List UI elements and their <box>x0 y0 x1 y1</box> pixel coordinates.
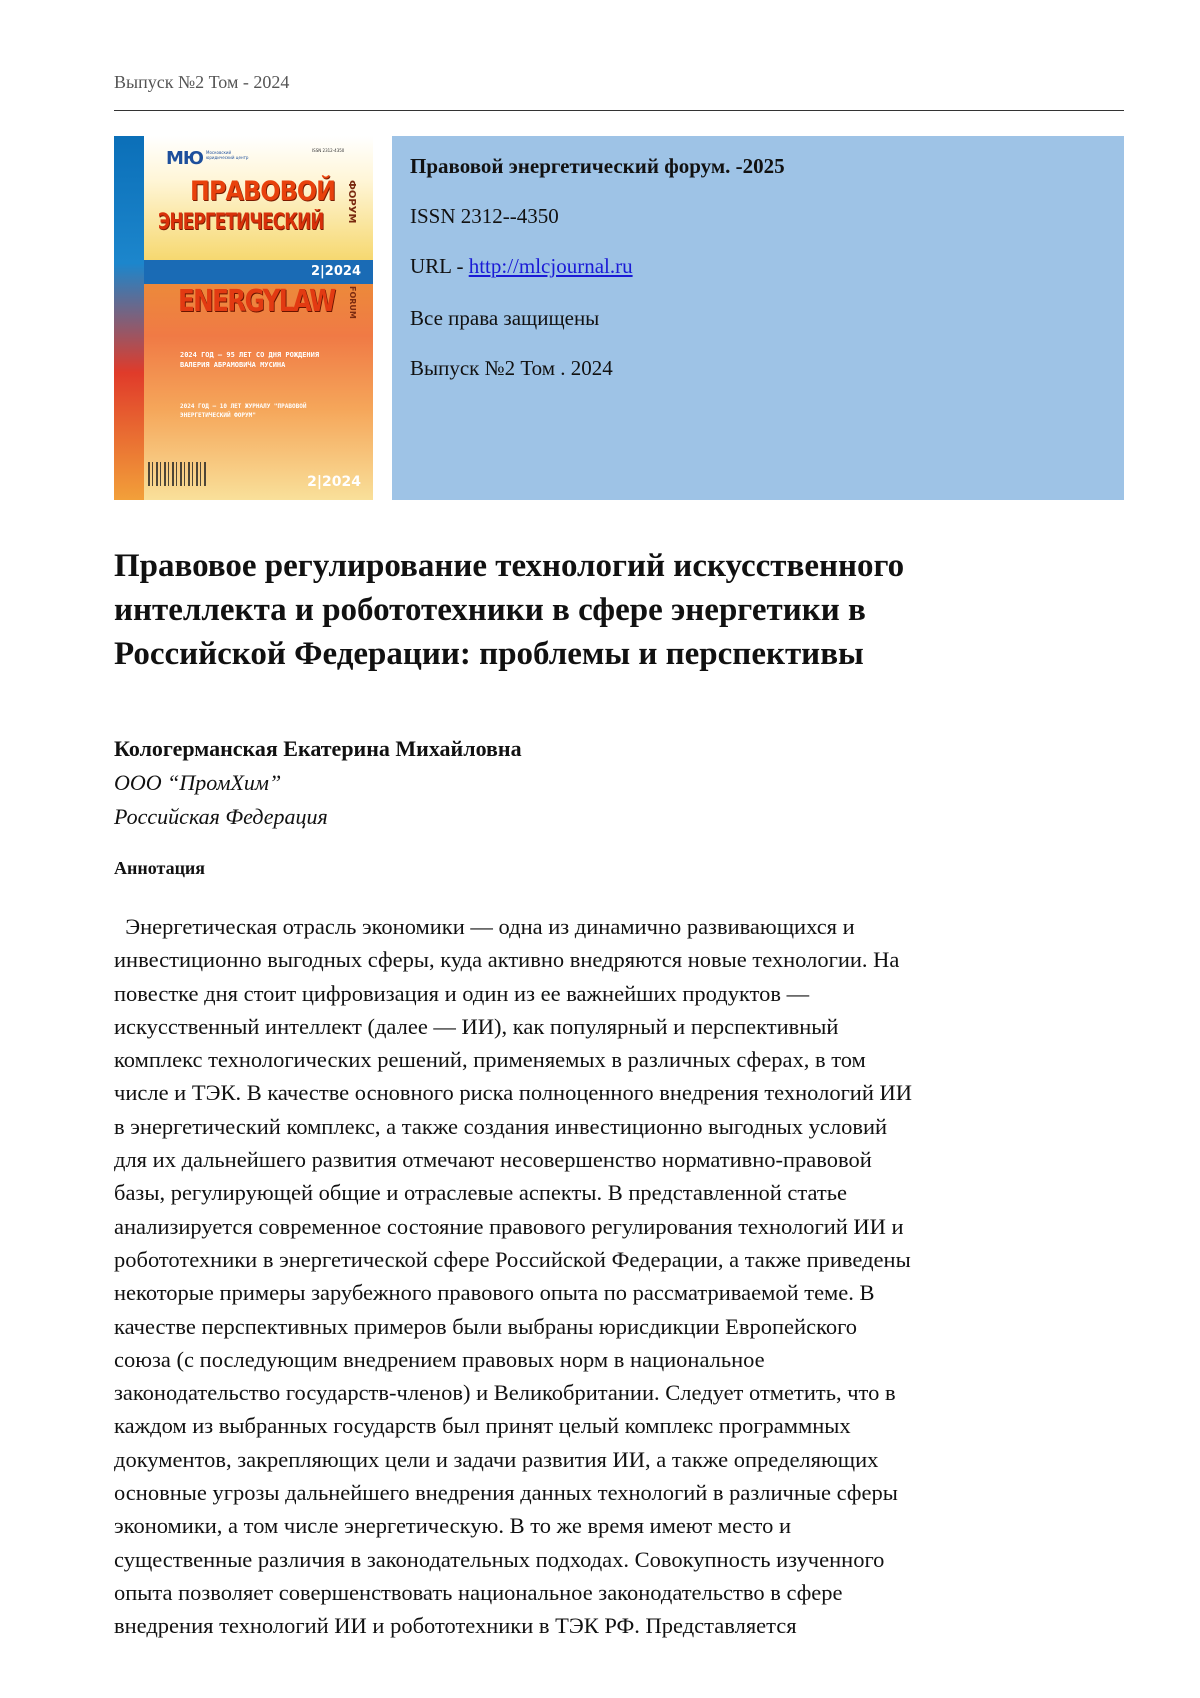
journal-issn: ISSN 2312--4350 <box>410 204 559 228</box>
abstract-line: искусственный интеллект (далее — ИИ), как популярный и перспективный <box>114 1013 839 1039</box>
abstract-line: документов, закрепляющих цели и задачи развития ИИ, а также определяющих <box>114 1446 879 1472</box>
author-name: Кологерманская Екатерина Михайловна <box>114 736 522 761</box>
journal-rights: Все права защищены <box>410 306 600 330</box>
abstract-line: повестке дня стоит цифровизация и один из ее важнейших продуктов — <box>114 980 810 1006</box>
publisher-logo-text: Московский юридический центр <box>206 150 249 160</box>
cover-issn-small: ISSN 2312-4350 <box>312 148 345 153</box>
abstract-line: основные угрозы дальнейшего внедрения данных технологий в различные сферы <box>114 1480 898 1506</box>
journal-url-line <box>410 254 633 279</box>
abstract-line: существенные различия в законодательных подходах. Совокупность изученного <box>114 1546 885 1572</box>
cover-title-en: ENERGYLAW <box>178 284 335 319</box>
journal-name: Правовой энергетический форум. -2025 <box>410 154 785 178</box>
publisher-logo-icon: МЮ <box>166 148 204 169</box>
abstract-line: каждом из выбранных государств был принят целый комплекс программных <box>114 1413 851 1439</box>
article-title-line: интеллекта и робототехники в сфере энергетики в <box>114 592 866 628</box>
cover-forum-vertical-en: FORUM <box>348 286 357 319</box>
abstract-line: анализируется современное состояние правового регулирования технологий ИИ и <box>114 1213 904 1239</box>
abstract-line: числе и ТЭК. В качестве основного риска полноценного внедрения технологий ИИ <box>114 1080 913 1106</box>
barcode-icon <box>148 462 208 486</box>
abstract-line: некоторые примеры зарубежного правового опыта по рассматриваемой теме. В <box>114 1280 875 1306</box>
journal-url-label: URL - <box>410 254 469 278</box>
abstract-line: комплекс технологических решений, применяемых в различных сферах, в том <box>114 1047 866 1073</box>
abstract-line: качестве перспективных примеров были выбраны юрисдикции Европейского <box>114 1313 858 1339</box>
abstract-line: опыта позволяет совершенствовать национальное законодательство в сфере <box>114 1579 843 1605</box>
cover-issue-bar <box>144 260 373 284</box>
abstract-line: союза (с последующим внедрением правовых норм в национальное <box>114 1346 765 1372</box>
abstract-body <box>114 910 1126 1643</box>
abstract-line: законодательство государств-членов) и Великобритании. Следует отметить, что в <box>114 1380 896 1406</box>
article-title <box>114 544 1124 676</box>
header-divider <box>114 110 1124 111</box>
journal-issue: Выпуск №2 Том . 2024 <box>410 356 613 380</box>
abstract-line: в энергетический комплекс, а также создания инвестиционно выгодных условий <box>114 1113 888 1139</box>
abstract-heading: Аннотация <box>114 858 206 878</box>
abstract-line: базы, регулирующей общие и отраслевые аспекты. В представленной статье <box>114 1180 847 1206</box>
cover-title-ru-line-2: ЭНЕРГЕТИЧЕСКИЙ <box>158 210 324 235</box>
abstract-line: робототехники в энергетической сфере Российской Федерации, а также приведены <box>114 1246 911 1272</box>
author-country: Российская Федерация <box>114 804 328 829</box>
cover-side-band <box>114 136 144 500</box>
abstract-line: экономики, а том числе энергетическую. В то же время имеют место и <box>114 1513 792 1539</box>
journal-info-box <box>392 136 1124 500</box>
abstract-line: для их дальнейшего развития отмечают несовершенство нормативно-правовой <box>114 1147 872 1173</box>
cover-anniversary-2: 2024 ГОД — 10 ЛЕТ ЖУРНАЛУ "ПРАВОВОЙ ЭНЕРГЕТИЧЕСКИЙ ФОРУМ" <box>180 403 307 419</box>
abstract-line: инвестиционно выгодных сферы, куда активно внедряются новые технологии. На <box>114 947 900 973</box>
cover-title-ru-line-1: ПРАВОВОЙ <box>190 176 336 207</box>
author-organization: ООО “ПромХим” <box>114 770 282 795</box>
abstract-line: внедрения технологий ИИ и робототехники в ТЭК РФ. Представляется <box>114 1613 797 1639</box>
article-title-line: Российской Федерации: проблемы и перспективы <box>114 636 864 672</box>
running-head: Выпуск №2 Том - 2024 <box>114 72 290 92</box>
cover-forum-vertical: ФОРУМ <box>346 180 357 224</box>
journal-cover-image <box>114 136 373 500</box>
cover-issue-top: 2|2024 <box>311 264 361 279</box>
abstract-line: Энергетическая отрасль экономики — одна из динамично развивающихся и <box>114 914 855 939</box>
cover-anniversary-1: 2024 ГОД — 95 ЛЕТ СО ДНЯ РОЖДЕНИЯ ВАЛЕРИЯ АБРАМОВИЧА МУСИНА <box>180 351 320 369</box>
article-title-line: Правовое регулирование технологий искусственного <box>114 548 905 584</box>
cover-issue-bottom: 2|2024 <box>307 474 361 490</box>
journal-url-link[interactable]: http://mlcjournal.ru <box>468 254 633 278</box>
